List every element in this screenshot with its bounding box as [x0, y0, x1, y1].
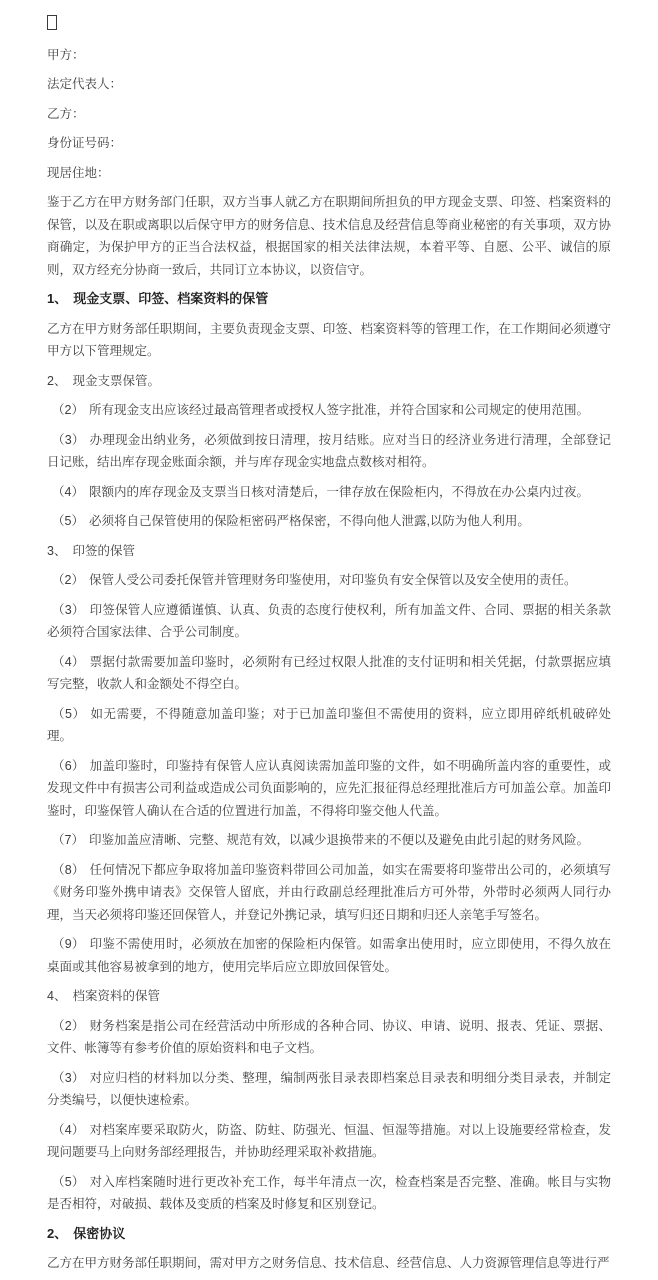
clause-item: [47, 829, 611, 852]
clause-text: 任何情况下都应争取将加盖印鉴资料带回公司加盖，如实在需要将印鉴带出公司的，必须填写《财务印鉴外携申请表》交保管人留底，并由行政副总经理批准后方可外带，外带时必须两人同行办理，当天必须将印鉴还回保管人，并登记外携记录，填写归还日期和归还人亲笔手写签名。: [47, 862, 611, 922]
clause-number: （4）: [52, 1122, 85, 1137]
clause-number: （5）: [52, 514, 84, 528]
preamble-paragraph: 鉴于乙方在甲方财务部门任职，双方当事人就乙方在职期间所担负的甲方现金支票、印签、档案资料的保管，以及在职或离职以后保守甲方的财务信息、技术信息及经营信息等商业秘密的有关事项，双方协商确定，为保护甲方的正当合法权益，根据国家的相关法律法规，本着平等、自愿、公平、诚信的原则，双方经充分协商一致后，共同订立本协议，以资信守。: [47, 195, 611, 277]
section-cash-checks-number: 2、: [47, 373, 67, 388]
clause-item: [47, 1067, 611, 1112]
clause-text: 印鉴不需使用时，必须放在加密的保险柜内保管。如需拿出使用时，应立即使用，不得久放在桌面或其他容易被拿到的地方，使用完毕后应立即放回保管处。: [47, 937, 611, 974]
clause-number: （3）: [52, 1070, 85, 1085]
heading-confidentiality-title: 保密协议: [73, 1225, 126, 1241]
clause-item: [47, 859, 611, 927]
clause-text: 票据付款需要加盖印鉴时，必须附有已经过权限人批准的支付证明和相关凭据，付款票据应填写完整，收款人和金额处不得空白。: [47, 654, 611, 691]
confidentiality-intro-paragraph: 乙方在甲方财务部任职期间，需对甲方之财务信息、技术信息、经营信息、人力资源管理信息等进行严: [47, 1256, 610, 1270]
heading-confidentiality-number: 2、: [47, 1225, 68, 1241]
section-cash-checks: [47, 370, 611, 393]
missing-glyph-line: [47, 14, 611, 37]
section-seals-number: 3、: [47, 543, 67, 558]
clause-item: [47, 399, 611, 422]
section-archives: [47, 985, 611, 1008]
clause-text: 印签保管人应遵循谨慎、认真、负责的态度行使权利，所有加盖文件、合同、票据的相关条款必须符合国家法律、合乎公司制度。: [47, 602, 611, 639]
clause-item: [47, 510, 611, 533]
clause-number: （3）: [52, 432, 85, 447]
clause-text: 对档案库要采取防火，防盗、防蛀、防强光、恒温、恒湿等措施。对以上设施要经常检查，发现问题要马上向财务部经理报告，并协助经理采取补救措施。: [47, 1122, 611, 1159]
clause-number: （8）: [52, 862, 85, 877]
clause-text: 印鉴加盖应清晰、完整、规范有效，以减少退换带来的不便以及避免由此引起的财务风险。: [88, 833, 589, 847]
clause-text: 如无需要，不得随意加盖印鉴；对于已加盖印鉴但不需使用的资料，应立即用碎纸机破碎处理。: [47, 706, 611, 743]
field-current-address: 现居住地：: [47, 165, 110, 180]
clause-text: 财务档案是指公司在经营活动中所形成的各种合同、协议、申请、说明、报表、凭证、票据、文件、帐簿等有参考价值的原始资料和电子文档。: [47, 1018, 611, 1055]
field-party-b: 乙方：: [47, 106, 85, 121]
clause-number: （2）: [52, 573, 84, 587]
clause-item: [47, 569, 611, 592]
missing-glyph-box: [47, 15, 57, 30]
field-id-number: 身份证号码：: [47, 136, 123, 150]
clause-text: 保管人受公司委托保管并管理财务印鉴使用，对印鉴负有安全保管以及安全使用的责任。: [88, 573, 577, 587]
clause-number: （7）: [52, 833, 84, 847]
clause-item: [47, 933, 611, 978]
clause-item: [47, 429, 611, 474]
heading-custody-number: 1、: [47, 291, 68, 306]
clause-text: 对入库档案随时进行更改补充工作，每半年清点一次，检查档案是否完整、准确。帐目与实物是否相符，对破损、载体及变质的档案及时修复和区别登记。: [47, 1174, 611, 1211]
clause-item: [47, 651, 611, 696]
clause-item: [47, 703, 611, 748]
clause-number: （2）: [52, 1018, 85, 1033]
heading-confidentiality: [47, 1223, 611, 1246]
clause-number: （5）: [52, 706, 86, 721]
clause-item: [47, 1171, 611, 1216]
section-archives-number: 4、: [47, 989, 67, 1003]
clause-text: 对应归档的材料加以分类、整理，编制两张目录表即档案总目录表和明细分类目录表，并制定分类编号，以便快速检索。: [47, 1070, 611, 1107]
heading-custody-title: 现金支票、印签、档案资料的保管: [73, 291, 269, 306]
clause-text: 所有现金支出应该经过最高管理者或授权人签字批准，并符合国家和公司规定的使用范围。: [88, 403, 589, 417]
clause-text: 必须将自己保管使用的保险柜密码严格保密，不得向他人泄露,以防为他人利用。: [88, 514, 530, 528]
section-archives-title: 档案资料的保管: [72, 989, 160, 1003]
clause-item: [47, 1119, 611, 1164]
section-seals: [47, 540, 611, 563]
custody-intro-paragraph: 乙方在甲方财务部任职期间，主要负责现金支票、印签、档案资料等的管理工作，在工作期间必须遵守甲方以下管理规定。: [47, 321, 611, 358]
clause-item: [47, 1015, 611, 1060]
field-legal-representative: 法定代表人：: [47, 77, 123, 91]
clause-number: （4）: [52, 484, 84, 499]
clause-item: [47, 481, 611, 504]
heading-custody: [47, 288, 611, 311]
clause-item: [47, 755, 611, 823]
clause-number: （4）: [52, 654, 85, 669]
clause-text: 限额内的库存现金及支票当日核对清楚后，一律存放在保险柜内，不得放在办公桌内过夜。: [88, 484, 589, 499]
clause-text: 办理现金出纳业务，必须做到按日清理，按月结账。应对当日的经济业务进行清理，全部登记日记账，结出库存现金账面余额，并与库存现金实地盘点数核对相符。: [47, 432, 611, 469]
field-party-a: 甲方：: [47, 47, 85, 62]
clause-text: 加盖印鉴时，印鉴持有保管人应认真阅读需加盖印鉴的文件，如不明确所盖内容的重要性，或发现文件中有损害公司利益或造成公司负面影响的，应先汇报征得总经理批准后方可加盖公章。加盖印鉴时，印鉴保管人确认在合适的位置进行加盖，不得将印鉴交他人代盖。: [47, 758, 611, 818]
section-seals-title: 印签的保管: [72, 543, 135, 558]
clause-number: （3）: [52, 602, 85, 617]
clause-item: [47, 599, 611, 644]
clause-number: （6）: [52, 758, 85, 773]
clause-number: （5）: [52, 1174, 85, 1189]
clause-number: （9）: [52, 937, 85, 951]
clause-number: （2）: [52, 403, 84, 417]
section-cash-checks-title: 现金支票保管。: [72, 373, 160, 388]
